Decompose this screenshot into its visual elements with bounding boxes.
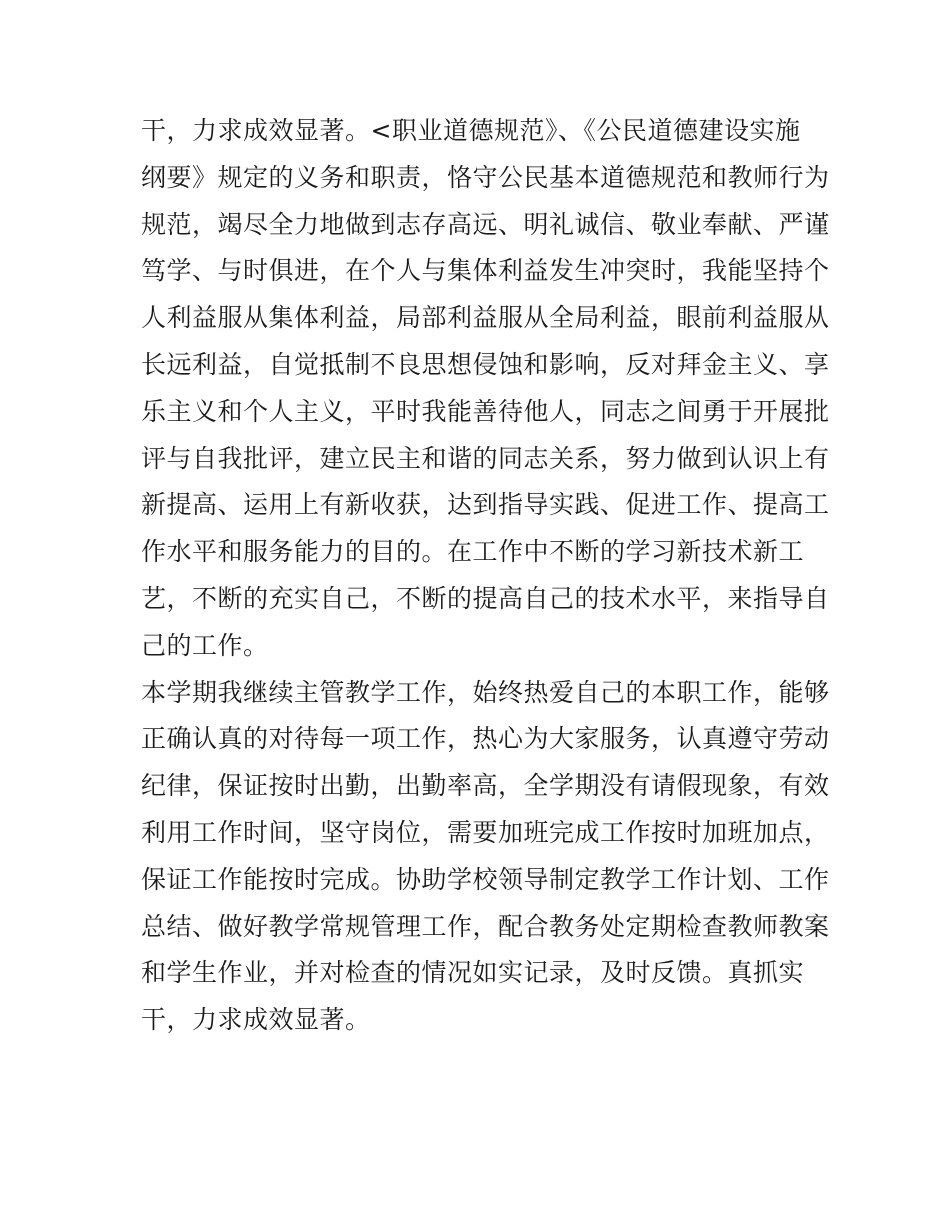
text-line: 正确认真的对待每一项工作，热心为大家服务，认真遵守劳动: [141, 724, 830, 754]
text-line: 纪律，保证按时出勤，出勤率高，全学期没有请假现象，有效: [141, 771, 830, 801]
text-line: 人利益服从集体利益，局部利益服从全局利益，眼前利益服从: [141, 303, 830, 333]
text-line: 作水平和服务能力的目的。在工作中不断的学习新技术新工: [141, 537, 805, 567]
text-line: 纲要》规定的义务和职责，恪守公民基本道德规范和教师行为: [141, 162, 830, 192]
text-line: 新提高、运用上有新收获，达到指导实践、促进工作、提高工: [141, 490, 830, 520]
text-line: 乐主义和个人主义，平时我能善待他人，同志之间勇于开展批: [141, 396, 830, 426]
body-text: [141, 108, 830, 1044]
text-line: 干，力求成效显著。: [141, 1005, 371, 1035]
text-line: 艺，不断的充实自己，不断的提高自己的技术水平，来指导自: [141, 583, 830, 613]
text-line: 总结、做好教学常规管理工作，配合教务处定期检查教师教案: [141, 911, 830, 941]
text-line: 己的工作。: [141, 630, 269, 660]
text-line: 规范，竭尽全力地做到志存高远、明礼诚信、敬业奉献、严谨: [141, 209, 830, 239]
text-line: 长远利益，自觉抵制不良思想侵蚀和影响，反对拜金主义、享: [141, 349, 830, 379]
text-line: 保证工作能按时完成。协助学校领导制定教学工作计划、工作: [141, 864, 830, 894]
text-line: 利用工作时间，坚守岗位，需要加班完成工作按时加班加点，: [141, 817, 830, 847]
text-line: 和学生作业，并对检查的情况如实记录，及时反馈。真抓实: [141, 958, 805, 988]
text-line: 本学期我继续主管教学工作，始终热爱自己的本职工作，能够: [141, 677, 830, 707]
text-line: 干，力求成效显著。<职业道德规范》、《公民道德建设实施: [141, 116, 801, 145]
text-line: 笃学、与时俱进，在个人与集体利益发生冲突时，我能坚持个: [141, 256, 830, 286]
text-line: 评与自我批评，建立民主和谐的同志关系，努力做到认识上有: [141, 443, 830, 473]
